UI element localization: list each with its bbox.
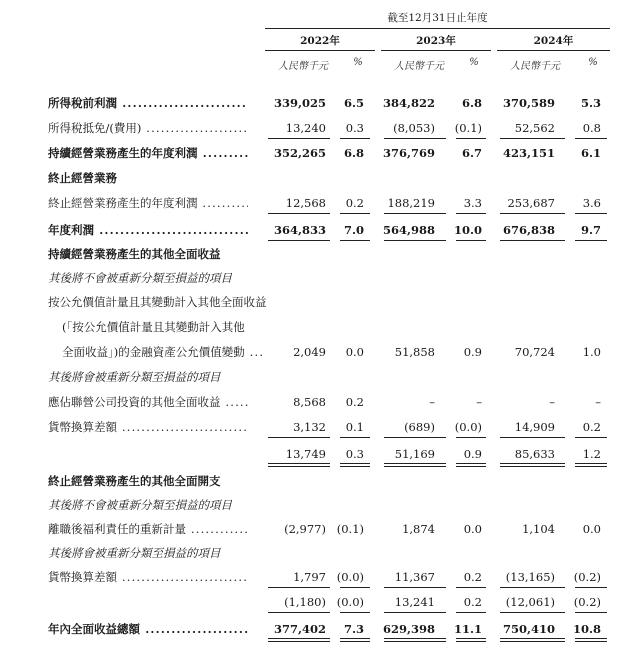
subtotal-rule [500, 587, 565, 588]
table-row [0, 417, 640, 437]
percent-cell: 10.0 [453, 223, 482, 237]
percent-cell: (0.2) [573, 595, 601, 609]
percent-cell: (0.0) [454, 420, 482, 434]
row-label: 按公允價值計量且其變動計入其他全面收益 [48, 295, 267, 309]
amount-cell: 13,749 [285, 447, 326, 461]
amount-cell: (2,977) [284, 522, 326, 536]
table-row [0, 592, 640, 612]
percent-cell: 1.2 [582, 447, 601, 461]
subtotal-rule [340, 612, 370, 613]
amount-cell: 676,838 [502, 223, 555, 237]
amount-cell: 1,797 [293, 570, 326, 584]
subtotal-rule [500, 213, 565, 214]
amount-cell: 423,151 [502, 146, 555, 160]
row-label: 其後將不會被重新分類至損益的項目 [48, 271, 232, 285]
percent-cell: 0.0 [345, 345, 364, 359]
subtotal-rule [575, 612, 607, 613]
amount-cell: 339,025 [273, 96, 326, 110]
subtotal-rule [456, 437, 486, 438]
amount-cell: 564,988 [382, 223, 435, 237]
row-label: 終止經營業務產生的其他全面開支 [48, 474, 221, 488]
amount-cell: 377,402 [273, 622, 326, 636]
amount-cell: 384,822 [382, 96, 435, 110]
percent-cell: 7.0 [343, 223, 364, 237]
amount-cell: 2,049 [293, 345, 326, 359]
percent-cell: 6.7 [461, 146, 482, 160]
amount-cell: 253,687 [507, 196, 555, 210]
amount-cell: 352,265 [273, 146, 326, 160]
amount-cell: 85,633 [514, 447, 555, 461]
subtotal-rule [384, 437, 446, 438]
year-2023-rule [381, 50, 491, 51]
row-label: 年度利潤 ..... [48, 220, 248, 240]
percent-cell: 0.0 [463, 522, 482, 536]
percent-cell: 0.9 [463, 447, 482, 461]
percent-cell: 3.3 [463, 196, 482, 210]
row-label: 年內全面收益總額 ..... [48, 619, 248, 639]
amount-cell: – [549, 395, 555, 409]
percent-cell: 0.0 [582, 522, 601, 536]
amount-cell: 51,169 [394, 447, 435, 461]
subtotal-rule [340, 138, 370, 139]
unit-pct-2022: % [353, 57, 363, 68]
percent-cell: (0.1) [454, 121, 482, 135]
unit-amount-2022: 人民幣千元 [278, 61, 328, 72]
table-row [0, 118, 640, 138]
row-label: 其後將會被重新分類至損益的項目 [48, 370, 221, 384]
row-label: 全面收益」)的金融資產公允價值變動 ..... [62, 342, 262, 362]
subtotal-rule [456, 612, 486, 613]
table-row [0, 567, 640, 587]
subtotal-rule [456, 138, 486, 139]
amount-cell: (8,053) [393, 121, 435, 135]
unit-pct-2023: % [469, 57, 479, 68]
percent-cell: 0.3 [345, 447, 364, 461]
subtotal-rule [500, 612, 565, 613]
percent-cell: 0.3 [345, 121, 364, 135]
percent-cell: 6.1 [580, 146, 601, 160]
unit-amount-2023: 人民幣千元 [394, 61, 444, 72]
percent-cell: 0.2 [463, 595, 482, 609]
row-label: 其後將會被重新分類至損益的項目 [48, 546, 221, 560]
subtotal-rule [456, 213, 486, 214]
amount-cell: (1,180) [284, 595, 326, 609]
table-row [0, 244, 640, 264]
amount-cell: 370,589 [502, 96, 555, 110]
subtotal-rule [575, 437, 607, 438]
table-row [0, 317, 640, 337]
year-2024-header: 2024年 [533, 35, 574, 47]
row-label: 貨幣換算差額 ..... [48, 417, 248, 437]
percent-cell: 3.6 [582, 196, 601, 210]
amount-cell: 188,219 [387, 196, 435, 210]
total-double-rule [575, 638, 607, 642]
subtotal-rule [268, 437, 330, 438]
amount-cell: (12,061) [505, 595, 555, 609]
subtotal-rule [268, 138, 330, 139]
amount-cell: 13,240 [285, 121, 326, 135]
percent-cell: (0.0) [336, 570, 364, 584]
percent-cell: 6.8 [461, 96, 482, 110]
unit-pct-2024: % [588, 57, 598, 68]
table-row [0, 342, 640, 362]
subtotal-rule [500, 138, 565, 139]
subtotal-rule [500, 437, 565, 438]
table-row [0, 367, 640, 387]
table-row [0, 168, 640, 188]
year-2022-header: 2022年 [300, 35, 340, 47]
table-row [0, 471, 640, 491]
amount-cell: 376,769 [382, 146, 435, 160]
subtotal-rule [456, 587, 486, 588]
amount-cell: 51,858 [394, 345, 435, 359]
table-row [0, 292, 640, 312]
amount-cell: 13,241 [394, 595, 435, 609]
total-double-rule [384, 463, 446, 467]
percent-cell: 6.5 [343, 96, 364, 110]
percent-cell: 0.1 [345, 420, 364, 434]
year-2022-rule [265, 50, 375, 51]
percent-cell: (0.2) [573, 570, 601, 584]
percent-cell: 1.0 [582, 345, 601, 359]
row-label: (「按公允價值計量且其變動計入其他 [62, 320, 245, 334]
subtotal-rule [384, 138, 446, 139]
amount-cell: (689) [404, 420, 435, 434]
table-row [0, 220, 640, 240]
percent-cell: 9.7 [580, 223, 601, 237]
amount-cell: 364,833 [273, 223, 326, 237]
amount-cell: 1,104 [522, 522, 555, 536]
subtotal-rule [340, 587, 370, 588]
table-row [0, 495, 640, 515]
percent-cell: 0.8 [582, 121, 601, 135]
row-label: 終止經營業務產生的年度利潤 ..... [48, 193, 248, 213]
table-row [0, 543, 640, 563]
percent-cell: – [476, 395, 482, 409]
row-label: 持續經營業務產生的年度利潤 ..... [48, 143, 248, 163]
amount-cell: 3,132 [293, 420, 326, 434]
amount-cell: 52,562 [514, 121, 555, 135]
percent-cell: (0.1) [336, 522, 364, 536]
table-row [0, 519, 640, 539]
subtotal-rule [575, 240, 607, 241]
total-double-rule [384, 638, 446, 642]
period-title-rule [265, 28, 610, 29]
amount-cell: 70,724 [514, 345, 555, 359]
percent-cell: 7.3 [343, 622, 364, 636]
percent-cell: 0.2 [463, 570, 482, 584]
table-row [0, 392, 640, 412]
subtotal-rule [268, 240, 330, 241]
subtotal-rule [384, 240, 446, 241]
subtotal-rule [575, 213, 607, 214]
total-double-rule [268, 638, 330, 642]
row-label: 持續經營業務產生的其他全面收益 [48, 247, 221, 261]
row-label: 貨幣換算差額 ..... [48, 567, 248, 587]
total-double-rule [500, 463, 565, 467]
table-row [0, 93, 640, 113]
subtotal-rule [500, 240, 565, 241]
percent-cell: – [595, 395, 601, 409]
table-row [0, 444, 640, 464]
table-row [0, 143, 640, 163]
total-double-rule [268, 463, 330, 467]
total-double-rule [456, 463, 486, 467]
total-double-rule [456, 638, 486, 642]
percent-cell: 10.8 [572, 622, 601, 636]
year-2023-header: 2023年 [416, 35, 456, 47]
subtotal-rule [268, 213, 330, 214]
subtotal-rule [456, 240, 486, 241]
subtotal-rule [340, 240, 370, 241]
amount-cell: (13,165) [505, 570, 555, 584]
unit-amount-2024: 人民幣千元 [510, 61, 560, 72]
year-2024-rule [497, 50, 610, 51]
percent-cell: 6.8 [343, 146, 364, 160]
percent-cell: 11.1 [453, 622, 482, 636]
subtotal-rule [575, 138, 607, 139]
subtotal-rule [384, 213, 446, 214]
amount-cell: 11,367 [394, 570, 435, 584]
period-title: 截至12月31日止年度 [387, 12, 488, 24]
row-label: 應佔聯營公司投資的其他全面收益 ..... [48, 392, 248, 412]
amount-cell: 1,874 [402, 522, 435, 536]
subtotal-rule [268, 587, 330, 588]
percent-cell: 0.2 [345, 395, 364, 409]
percent-cell: 5.3 [580, 96, 601, 110]
table-row [0, 193, 640, 213]
subtotal-rule [268, 612, 330, 613]
amount-cell: 750,410 [502, 622, 555, 636]
percent-cell: 0.9 [463, 345, 482, 359]
total-double-rule [500, 638, 565, 642]
row-label: 其後將不會被重新分類至損益的項目 [48, 498, 232, 512]
table-row [0, 268, 640, 288]
amount-cell: 12,568 [285, 196, 326, 210]
row-label: 終止經營業務 [48, 171, 117, 185]
amount-cell: 8,568 [293, 395, 326, 409]
subtotal-rule [384, 587, 446, 588]
row-label: 離職後福利責任的重新計量 ..... [48, 519, 248, 539]
table-row [0, 619, 640, 639]
row-label: 所得稅抵免/(費用) ..... [48, 118, 248, 138]
total-double-rule [340, 638, 370, 642]
total-double-rule [340, 463, 370, 467]
total-double-rule [575, 463, 607, 467]
row-label: 所得稅前利潤 ..... [48, 93, 248, 113]
subtotal-rule [384, 612, 446, 613]
percent-cell: 0.2 [582, 420, 601, 434]
subtotal-rule [575, 587, 607, 588]
percent-cell: 0.2 [345, 196, 364, 210]
amount-cell: – [429, 395, 435, 409]
percent-cell: (0.0) [336, 595, 364, 609]
amount-cell: 629,398 [382, 622, 435, 636]
subtotal-rule [340, 437, 370, 438]
subtotal-rule [340, 213, 370, 214]
amount-cell: 14,909 [514, 420, 555, 434]
